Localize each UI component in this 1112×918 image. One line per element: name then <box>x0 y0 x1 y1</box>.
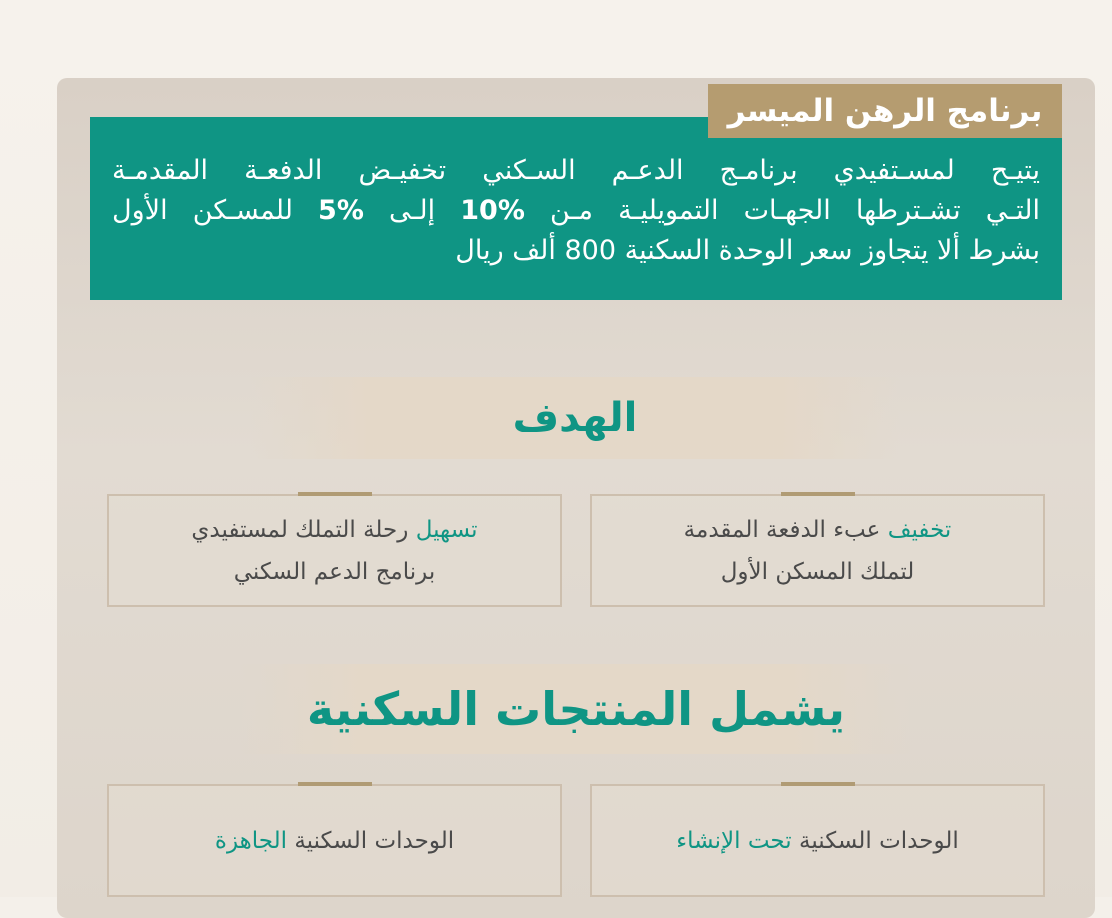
program-title: برنامج الرهن الميسر <box>708 84 1062 138</box>
intro-word: لمسـتفيدي <box>833 155 955 186</box>
intro-word: تخفيـض <box>358 155 447 186</box>
intro-word: الدعـم <box>611 155 684 186</box>
intro-word: مـن <box>550 195 593 226</box>
intro-word: التـي <box>985 195 1040 226</box>
intro-word: إلـى <box>389 195 436 226</box>
intro-box <box>90 117 1062 300</box>
product-card-ready <box>107 784 562 897</box>
intro-word: الأول <box>112 195 168 226</box>
intro-line-3: بشرط ألا يتجاوز سعر الوحدة السكنية 800 ألف ريال <box>455 235 1040 266</box>
product-card-accent: تحت الإنشاء <box>676 827 792 854</box>
goal-card-accent: تسهيل <box>415 516 478 543</box>
intro-word: الجهـات <box>743 195 831 226</box>
products-heading: يشمل المنتجات السكنية <box>306 682 846 736</box>
intro-word: للمسـكن <box>192 195 293 226</box>
product-card-line <box>215 820 454 862</box>
intro-word: برنامـج <box>719 155 798 186</box>
product-card-line <box>676 820 958 862</box>
intro-word: الدفعـة <box>244 155 323 186</box>
intro-word: التمويليـة <box>618 195 719 226</box>
goal-card-line-2: لتملك المسكن الأول <box>720 558 915 585</box>
intro-percent-5: 5% <box>318 195 364 226</box>
product-card-accent: الجاهزة <box>214 827 288 854</box>
goal-card-facilitate <box>107 494 562 607</box>
product-card-under-construction <box>590 784 1045 897</box>
intro-word: تشـترطها <box>855 195 961 226</box>
goal-card-text: عبء الدفعة المقدمة <box>683 516 881 543</box>
intro-line-1 <box>112 151 1040 191</box>
product-card-text: الوحدات السكنية <box>798 827 959 854</box>
intro-percent-10: 10% <box>460 195 525 226</box>
goal-heading-band <box>250 377 900 459</box>
goal-card-text: رحلة التملك لمستفيدي <box>191 516 409 543</box>
products-heading-band <box>240 664 912 754</box>
goal-card-reduce <box>590 494 1045 607</box>
goal-heading: الهدف <box>512 395 638 441</box>
product-card-text: الوحدات السكنية <box>294 827 455 854</box>
intro-word: المقدمـة <box>112 155 209 186</box>
goal-card-line <box>191 509 477 551</box>
goal-card-line <box>684 509 952 551</box>
intro-word: يتيـح <box>990 155 1040 186</box>
goal-card-line-2: برنامج الدعم السكني <box>233 558 436 585</box>
intro-word: السـكني <box>482 155 576 186</box>
intro-line-2 <box>112 191 1040 231</box>
goal-card-accent: تخفيف <box>887 516 952 543</box>
